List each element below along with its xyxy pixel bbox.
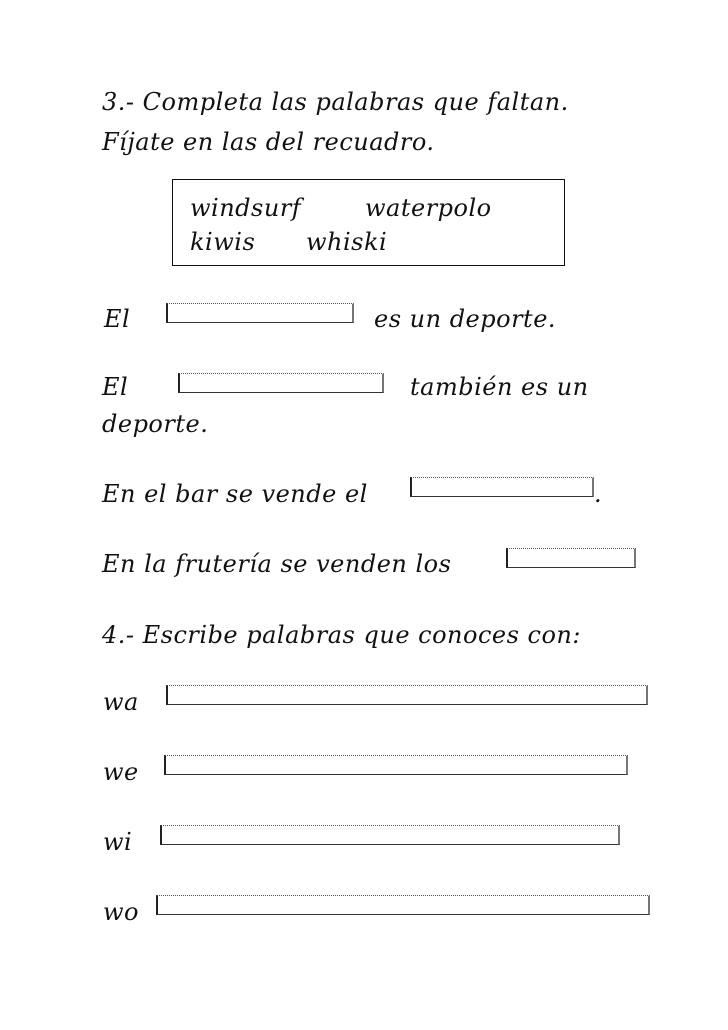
syllable-wa: wa: [103, 688, 139, 716]
sentence3-blank[interactable]: [410, 477, 594, 497]
sentence3-end: .: [594, 480, 603, 508]
sentence1-start: El: [104, 305, 131, 333]
exercise4-title: 4.- Escribe palabras que conoces con:: [102, 621, 581, 649]
exercise3-instruction: Fíjate en las del recuadro.: [102, 128, 435, 156]
sentence2-blank[interactable]: [178, 373, 384, 393]
sentence4-blank[interactable]: [506, 548, 636, 568]
sentence2-end: también es un: [410, 373, 589, 401]
we-words-field[interactable]: [164, 755, 628, 775]
wa-words-field[interactable]: [166, 685, 648, 705]
sentence1-blank[interactable]: [166, 303, 354, 323]
syllable-wi: wi: [103, 828, 133, 856]
syllable-wo: wo: [103, 898, 139, 926]
wi-words-field[interactable]: [160, 825, 620, 845]
word-whiski: whiski: [306, 228, 388, 256]
word-waterpolo: waterpolo: [365, 194, 492, 222]
sentence3-start: En el bar se vende el: [102, 480, 368, 508]
sentence2-continuation: deporte.: [102, 410, 209, 438]
sentence4-start: En la frutería se venden los: [102, 550, 452, 578]
sentence1-end: es un deporte.: [374, 305, 557, 333]
syllable-we: we: [103, 758, 139, 786]
exercise3-title: 3.- Completa las palabras que faltan.: [102, 88, 569, 116]
sentence2-start: El: [102, 373, 129, 401]
word-windsurf: windsurf: [190, 194, 302, 222]
word-kiwis: kiwis: [190, 228, 256, 256]
wo-words-field[interactable]: [156, 895, 650, 915]
